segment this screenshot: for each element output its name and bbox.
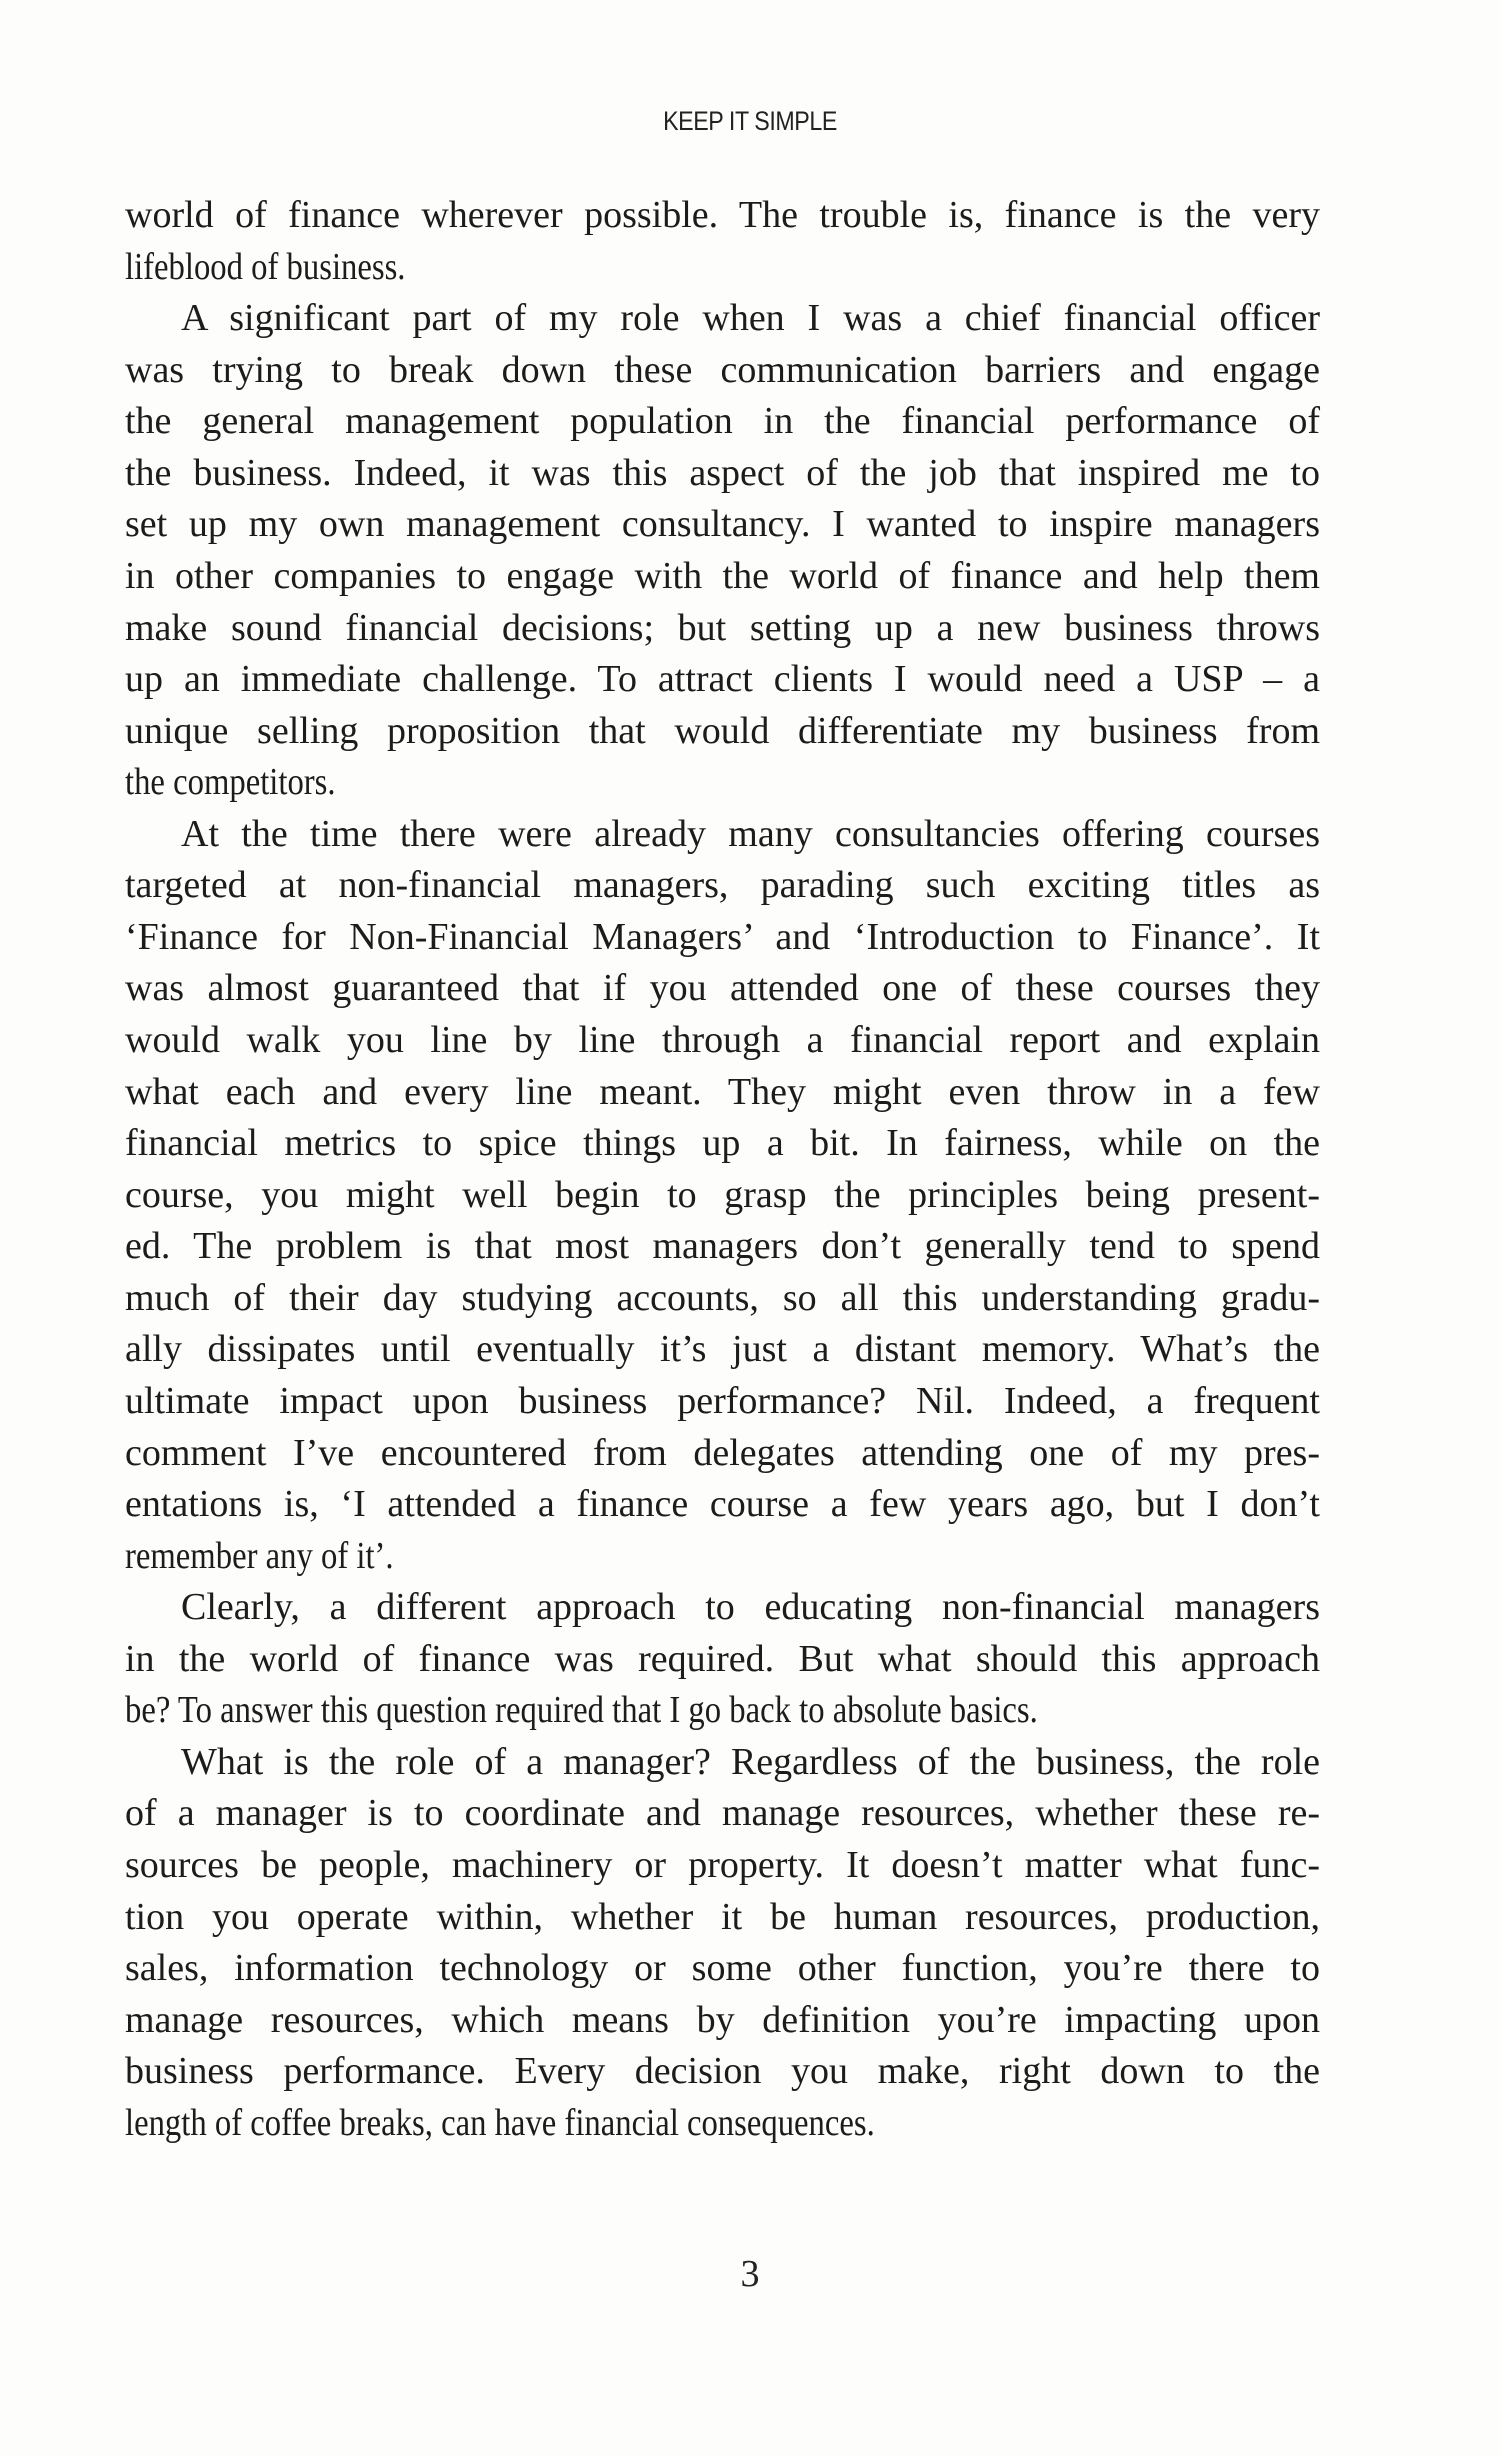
- text-line: up an immediate challenge. To attract clients I would need a USP – a: [125, 658, 1320, 701]
- text-line: of a manager is to coordinate and manage resources, whether these re-: [125, 1792, 1320, 1835]
- text-line: What is the role of a manager? Regardless of the business, the role: [181, 1740, 1320, 1783]
- text-line: the competitors.: [125, 761, 336, 804]
- text-line: A significant part of my role when I was a chief financial officer: [181, 297, 1320, 340]
- text-line: course, you might well begin to grasp the principles being present-: [125, 1173, 1320, 1216]
- body-text: [125, 190, 1320, 2149]
- text-line: length of coffee breaks, can have financial consequences.: [125, 2101, 875, 2144]
- page-number: 3: [740, 2253, 760, 2295]
- text-line: sales, information technology or some other function, you’re there to: [125, 1947, 1320, 1990]
- text-line: in the world of finance was required. But what should this approach: [125, 1637, 1320, 1680]
- text-line: make sound financial decisions; but setting up a new business throws: [125, 606, 1320, 649]
- text-line: in other companies to engage with the world of finance and help them: [125, 554, 1320, 597]
- text-line: what each and every line meant. They might even throw in a few: [125, 1070, 1320, 1113]
- text-line: ally dissipates until eventually it’s just a distant memory. What’s the: [125, 1328, 1320, 1371]
- text-line: would walk you line by line through a financial report and explain: [125, 1019, 1320, 1061]
- text-line: set up my own management consultancy. I wanted to inspire managers: [125, 503, 1320, 546]
- text-line: business performance. Every decision you make, right down to the: [125, 2050, 1320, 2093]
- text-line: comment I’ve encountered from delegates attending one of my pres-: [125, 1431, 1320, 1474]
- text-line: ultimate impact upon business performance? Nil. Indeed, a frequent: [125, 1379, 1320, 1422]
- text-line: financial metrics to spice things up a bit. In fairness, while on the: [125, 1122, 1320, 1165]
- text-line: manage resources, which means by definition you’re impacting upon: [125, 1998, 1320, 2041]
- text-line: much of their day studying accounts, so all this understanding gradu-: [125, 1276, 1320, 1319]
- text-line: ‘Finance for Non-Financial Managers’ and ‘Introduction to Finance’. It: [125, 915, 1320, 958]
- text-line: ed. The problem is that most managers don’t generally tend to spend: [125, 1225, 1320, 1268]
- text-line: the general management population in the financial performance of: [125, 400, 1320, 443]
- text-line: world of finance wherever possible. The trouble is, finance is the very: [125, 194, 1320, 236]
- text-line: Clearly, a different approach to educating non-financial managers: [181, 1586, 1320, 1629]
- text-line: remember any of it’.: [125, 1534, 394, 1577]
- text-line: entations is, ‘I attended a finance course a few years ago, but I don’t: [125, 1483, 1320, 1526]
- text-line: was almost guaranteed that if you attended one of these courses they: [125, 967, 1320, 1010]
- text-line: unique selling proposition that would differentiate my business from: [125, 709, 1320, 752]
- text-line: be? To answer this question required that I go back to absolute basics.: [125, 1689, 1038, 1732]
- text-line: was trying to break down these communication barriers and engage: [125, 348, 1320, 391]
- text-line: the business. Indeed, it was this aspect of the job that inspired me to: [125, 451, 1320, 494]
- running-head: KEEP IT SIMPLE: [663, 106, 837, 136]
- text-line: targeted at non-financial managers, parading such exciting titles as: [125, 864, 1320, 907]
- text-line: lifeblood of business.: [125, 245, 406, 288]
- text-line: At the time there were already many consultancies offering courses: [181, 812, 1320, 855]
- text-line: sources be people, machinery or property. It doesn’t matter what func-: [125, 1844, 1320, 1886]
- text-line: tion you operate within, whether it be human resources, production,: [125, 1895, 1320, 1938]
